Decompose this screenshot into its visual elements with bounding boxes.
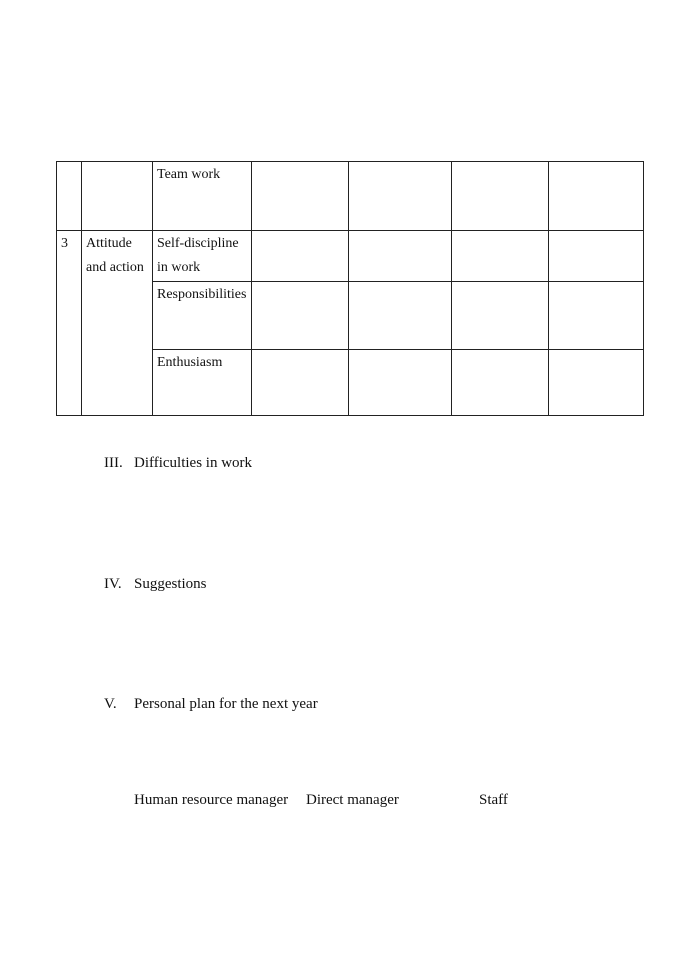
cell-score[interactable] bbox=[349, 231, 452, 282]
table-row bbox=[57, 162, 644, 231]
evaluation-table bbox=[56, 161, 644, 416]
cell-score[interactable] bbox=[452, 282, 549, 350]
cell-criterion: Enthusiasm bbox=[153, 350, 252, 416]
cell-category bbox=[82, 162, 153, 231]
section-title: Difficulties in work bbox=[134, 455, 253, 471]
cell-score[interactable] bbox=[549, 231, 644, 282]
cell-criterion: Self-discipline in work bbox=[153, 231, 252, 282]
cell-score[interactable] bbox=[549, 282, 644, 350]
cell-category: Attitude and action bbox=[82, 231, 153, 416]
cell-score[interactable] bbox=[452, 350, 549, 416]
cell-score[interactable] bbox=[452, 231, 549, 282]
cell-score[interactable] bbox=[252, 231, 349, 282]
section-number: V. bbox=[104, 696, 117, 712]
cell-score[interactable] bbox=[349, 350, 452, 416]
cell-score[interactable] bbox=[252, 350, 349, 416]
cell-no bbox=[57, 162, 82, 231]
section-title: Suggestions bbox=[134, 576, 207, 592]
cell-score[interactable] bbox=[452, 162, 549, 231]
cell-score[interactable] bbox=[549, 162, 644, 231]
section-personal-plan bbox=[104, 696, 318, 713]
cell-criterion: Responsibilities bbox=[153, 282, 252, 350]
section-difficulties bbox=[104, 455, 252, 472]
cell-score[interactable] bbox=[252, 282, 349, 350]
cell-no: 3 bbox=[57, 231, 82, 416]
cell-score[interactable] bbox=[252, 162, 349, 231]
signature-direct-manager: Direct manager bbox=[306, 792, 399, 808]
signature-staff: Staff bbox=[479, 792, 508, 808]
section-number: IV. bbox=[104, 576, 122, 592]
signature-hr-manager: Human resource manager bbox=[134, 792, 289, 808]
cell-score[interactable] bbox=[349, 162, 452, 231]
cell-score[interactable] bbox=[549, 350, 644, 416]
section-title: Personal plan for the next year bbox=[134, 696, 318, 712]
table-row bbox=[57, 231, 644, 282]
cell-criterion: Team work bbox=[153, 162, 252, 231]
section-suggestions bbox=[104, 576, 207, 593]
cell-score[interactable] bbox=[349, 282, 452, 350]
section-number: III. bbox=[104, 455, 123, 471]
